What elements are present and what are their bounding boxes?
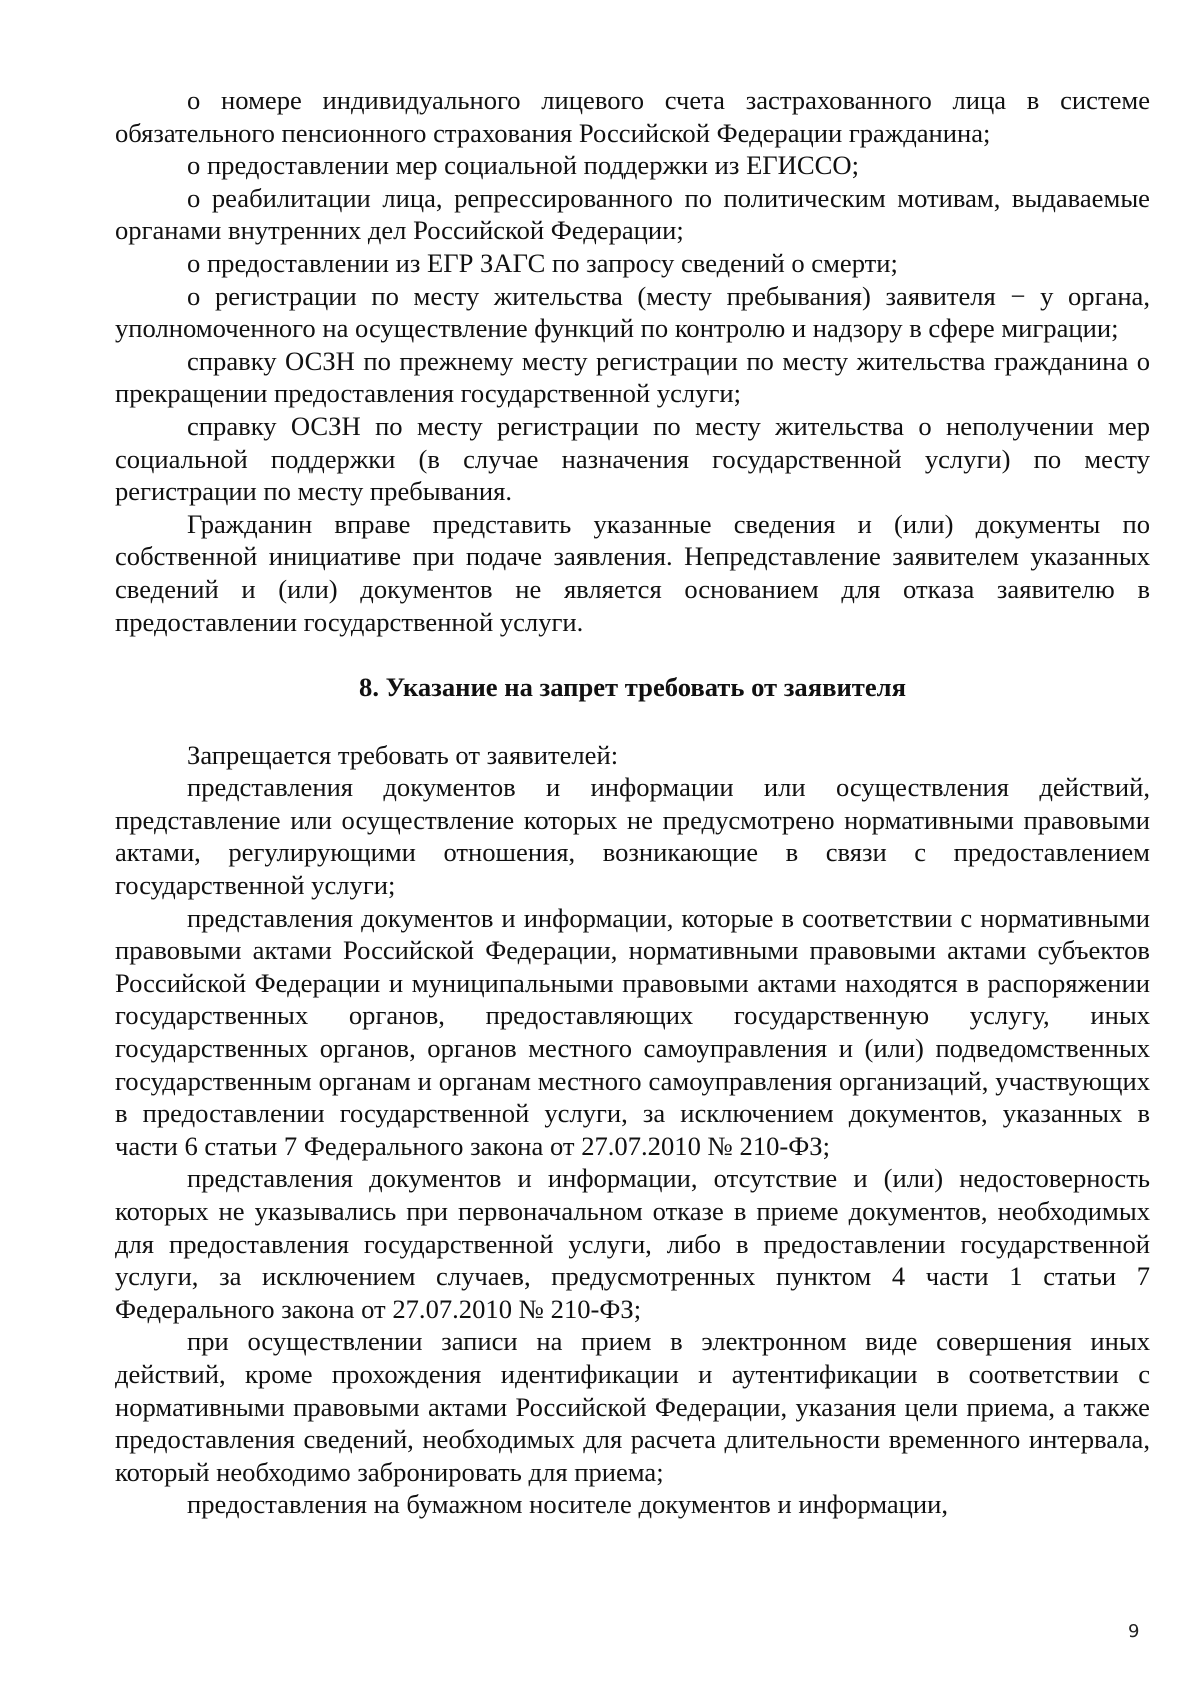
paragraph-zags: о предоставлении из ЕГР ЗАГС по запросу сведений о смерти;	[187, 247, 898, 278]
paragraph-oszn-current: справку ОСЗН по месту регистрации по месту жительства о неполучении мер социальной поддержки (в случае назначения государственной услуги) по месту регистрации по месту пребывания.	[115, 410, 1150, 507]
paragraph-prohibition-4: при осуществлении записи на прием в электронном виде совершения иных действий, кроме прохождения идентификации и аутентификации в соответствии с нормативными правовыми актами Российской Федерации, указания цели приема, а также предоставления сведений, необходимых для расчета длительности временного интервала, который необходимо забронировать для приема;	[115, 1326, 1150, 1487]
paragraph-prohibition-5: предоставления на бумажном носителе документов и информации,	[187, 1489, 949, 1520]
paragraph-prohibition-2: представления документов и информации, которые в соответствии с нормативными правовыми актами Российской Федерации, нормативными правовыми актами субъектов Российской Федерации и муниципальными правовыми актами находятся в распоряжении государственных органов, предоставляющих государственную услугу, иных государственных органов, органов местного самоуправления и (или) подведомственных государственным органам и органам местного самоуправления организаций, участвующих в предоставлении государственной услуги, за исключением документов, указанных в части 6 статьи 7 Федерального закона от 27.07.2010 № 210-ФЗ;	[115, 902, 1150, 1161]
spacer	[115, 704, 1150, 739]
paragraph-prohibition-1: представления документов и информации или осуществления действий, представление или осуществление которых не предусмотрено нормативными правовыми актами, регулирующими отношения, возникающие в связи с предоставлением государственной услуги;	[115, 772, 1150, 901]
paragraph-prohibition-intro: Запрещается требовать от заявителей:	[187, 739, 619, 770]
paragraph-snils: о номере индивидуального лицевого счета застрахованного лица в системе обязательного пенсионного страхования Российской Федерации гражданина;	[115, 85, 1150, 148]
document-body	[115, 84, 1150, 1521]
paragraph-prohibition-3: представления документов и информации, отсутствие и (или) недостоверность которых не указывались при первоначальном отказе в приеме документов, необходимых для предоставления государственной услуги, либо в предоставлении государственной услуги, за исключением случаев, предусмотренных пунктом 4 части 1 статьи 7 Федерального закона от 27.07.2010 № 210-ФЗ;	[115, 1163, 1150, 1324]
paragraph-registration: о регистрации по месту жительства (месту пребывания) заявителя − у органа, уполномоченного на осуществление функций по контролю и надзору в сфере миграции;	[115, 280, 1150, 344]
spacer	[115, 638, 1150, 671]
page-number: 9	[1128, 1621, 1140, 1642]
paragraph-oszn-previous: справку ОСЗН по прежнему месту регистрации по месту жительства гражданина о прекращении предоставления государственной услуги;	[115, 345, 1150, 409]
paragraph-egisso: о предоставлении мер социальной поддержки из ЕГИССО;	[187, 150, 859, 181]
paragraph-citizen-right: Гражданин вправе представить указанные сведения и (или) документы по собственной инициативе при подаче заявления. Непредставление заявителем указанных сведений и (или) документов не является основанием для отказа заявителю в предоставлении государственной услуги.	[115, 508, 1150, 637]
section-heading: 8. Указание на запрет требовать от заявителя	[359, 672, 906, 703]
paragraph-rehabilitation: о реабилитации лица, репрессированного по политическим мотивам, выдаваемые органами внутренних дел Российской Федерации;	[115, 182, 1150, 246]
